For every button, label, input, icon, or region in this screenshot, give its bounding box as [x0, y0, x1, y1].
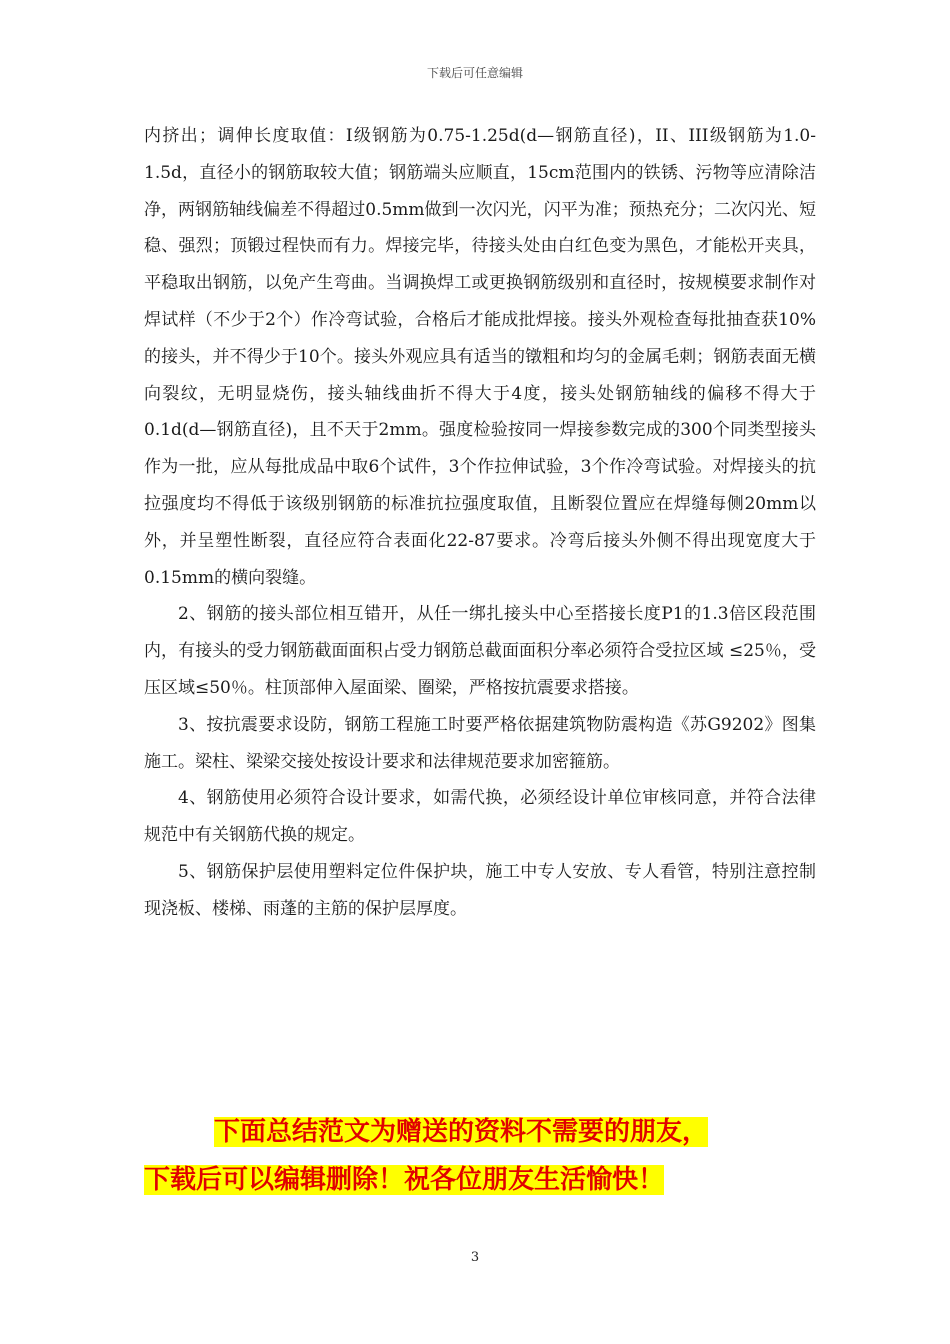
gift-note-line-1: [144, 1108, 824, 1156]
gift-note-line-1-text: 下面总结范文为赠送的资料不需要的朋友，: [214, 1117, 709, 1147]
gift-note-line-2-text: 下载后可以编辑删除！祝各位朋友生活愉快！: [144, 1165, 665, 1195]
gift-note: [144, 1108, 824, 1204]
paragraph-rebar-substitution: 4、钢筋使用必须符合设计要求，如需代换，必须经设计单位审核同意，并符合法律规范中有关钢筋代换的规定。: [144, 788, 816, 846]
paragraph-protective-layer: 5、钢筋保护层使用塑料定位件保护块，施工中专人安放、专人看管，特别注意控制现浇板、楼梯、雨蓬的主筋的保护层厚度。: [144, 861, 816, 919]
gift-note-line-2: [144, 1156, 824, 1204]
document-body: [144, 118, 816, 928]
page-number: 3: [470, 1250, 480, 1265]
paragraph-joint-staggering: 2、钢筋的接头部位相互错开，从任一绑扎接头中心至搭接长度P1的1.3倍区段范围内，有接头的受力钢筋截面面积占受力钢筋总截面面积分率必须符合受拉区域 ≤25％，受压区域≤50％。柱顶部伸入屋面梁、圈梁，严格按抗震要求搭接。: [144, 604, 816, 698]
paragraph-seismic-design: 3、按抗震要求设防，钢筋工程施工时要严格依据建筑物防震构造《苏G9202》图集施工。梁柱、梁梁交接处按设计要求和法律规范要求加密箍筋。: [144, 714, 816, 772]
paragraph-welding-inspection: 内挤出；调伸长度取值：I级钢筋为0.75-1.25d(d—钢筋直径)，II、III级钢筋为1.0-1.5d，直径小的钢筋取较大值；钢筋端头应顺直，15cm范围内的铁锈、污物等应清除洁净，两钢筋轴线偏差不得超过0.5mm做到一次闪光，闪平为准；预热充分；二次闪光、短稳、强烈；顶锻过程快而有力。焊接完毕，待接头处由白红色变为黑色，才能松开夹具，平稳取出钢筋，以免产生弯曲。当调换焊工或更换钢筋级别和直径时，按规模要求制作对焊试样（不少于2个）作冷弯试验，合格后才能成批焊接。接头外观检查每批抽查获10%的接头，并不得少于10个。接头外观应具有适当的镦粗和均匀的金属毛刺；钢筋表面无横向裂纹，无明显烧伤，接头轴线曲折不得大于4度，接头处钢筋轴线的偏移不得大于0.1d(d—钢筋直径)，且不天于2mm。强度检验按同一焊接参数完成的300个同类型接头作为一批，应从每批成品中取6个试件，3个作拉伸试验，3个作冷弯试验。对焊接头的抗拉强度均不得低于该级别钢筋的标准抗拉强度取值，且断裂位置应在焊缝每侧20mm以外，并呈塑性断裂，直径应符合表面化22-87要求。冷弯后接头外侧不得出现宽度大于0.15mm的横向裂缝。: [144, 126, 816, 588]
page-header: 下载后可任意编辑: [426, 66, 523, 80]
